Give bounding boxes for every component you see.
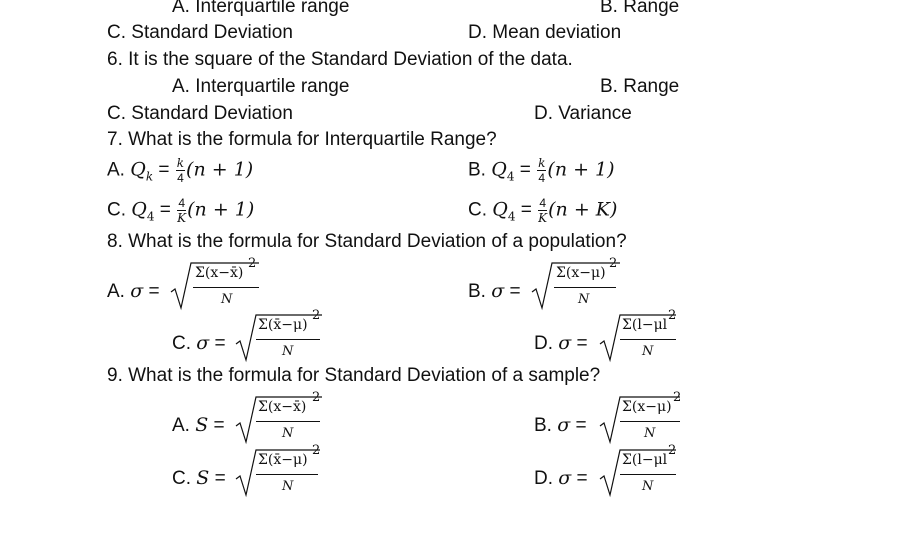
q5-option-c: C. Standard Deviation [107,22,293,43]
q6-option-c: C. Standard Deviation [107,103,293,124]
q6-option-d: D. Variance [534,103,632,124]
q9-question: 9. What is the formula for Standard Deviation of a sample? [107,365,601,386]
fraction-bar [620,474,676,475]
fraction: $\frac{k}{4}$ [538,156,546,185]
q8-option-c: C. σ = Σ(x̄−μ) 2 N [172,314,342,368]
q5-option-b: B. Range [600,0,680,17]
q8-option-b: B. σ = Σ(x−μ) 2 N [468,262,638,316]
fraction-bar [256,421,320,422]
fraction-bar [256,474,318,475]
q7-option-a: A. $Q_k$ = $\frac{k}{4}$ (n + 1) [107,156,254,185]
q6-option-a: A. Interquartile range [172,76,350,97]
fraction-bar [256,339,320,340]
fraction-bar [193,287,259,288]
q6-option-b: B. Range [600,76,680,97]
fraction-bar [554,287,616,288]
q7-option-d: C. $Q_4$ = $\frac{4}{K}$ (n + K) [468,196,618,225]
q5-option-a: A. Interquartile range [172,0,350,17]
q7-option-b: B. $Q_4$ = $\frac{k}{4}$ (n + 1) [468,156,615,185]
fraction: $\frac{4}{K}$ [538,196,548,225]
fraction: $\frac{k}{4}$ [176,156,185,185]
q9-option-c: C. S = Σ(x̄−μ) 2 N [172,449,342,503]
q9-option-a: A. S = Σ(x−x̄) 2 N [172,396,342,450]
q9-option-b: B. σ = Σ(x−μ) 2 N [534,396,704,450]
q8-question: 8. What is the formula for Standard Deviation of a population? [107,231,627,252]
fraction-bar [620,339,676,340]
fraction: $\frac{4}{K}$ [177,196,187,225]
q8-option-d: D. σ = Σ(l−μl 2 N [534,314,684,368]
q6-question: 6. It is the square of the Standard Deviation of the data. [107,49,573,70]
q9-option-d: D. σ = Σ(l−μl 2 N [534,449,684,503]
q5-option-d: D. Mean deviation [468,22,622,43]
q8-option-a: A. σ = Σ(x−x̄) 2 N [107,262,277,316]
q7-option-c: C. $Q_4$ = $\frac{4}{K}$ (n + 1) [107,196,255,225]
fraction-bar [620,421,680,422]
q7-question: 7. What is the formula for Interquartile Range? [107,129,497,150]
